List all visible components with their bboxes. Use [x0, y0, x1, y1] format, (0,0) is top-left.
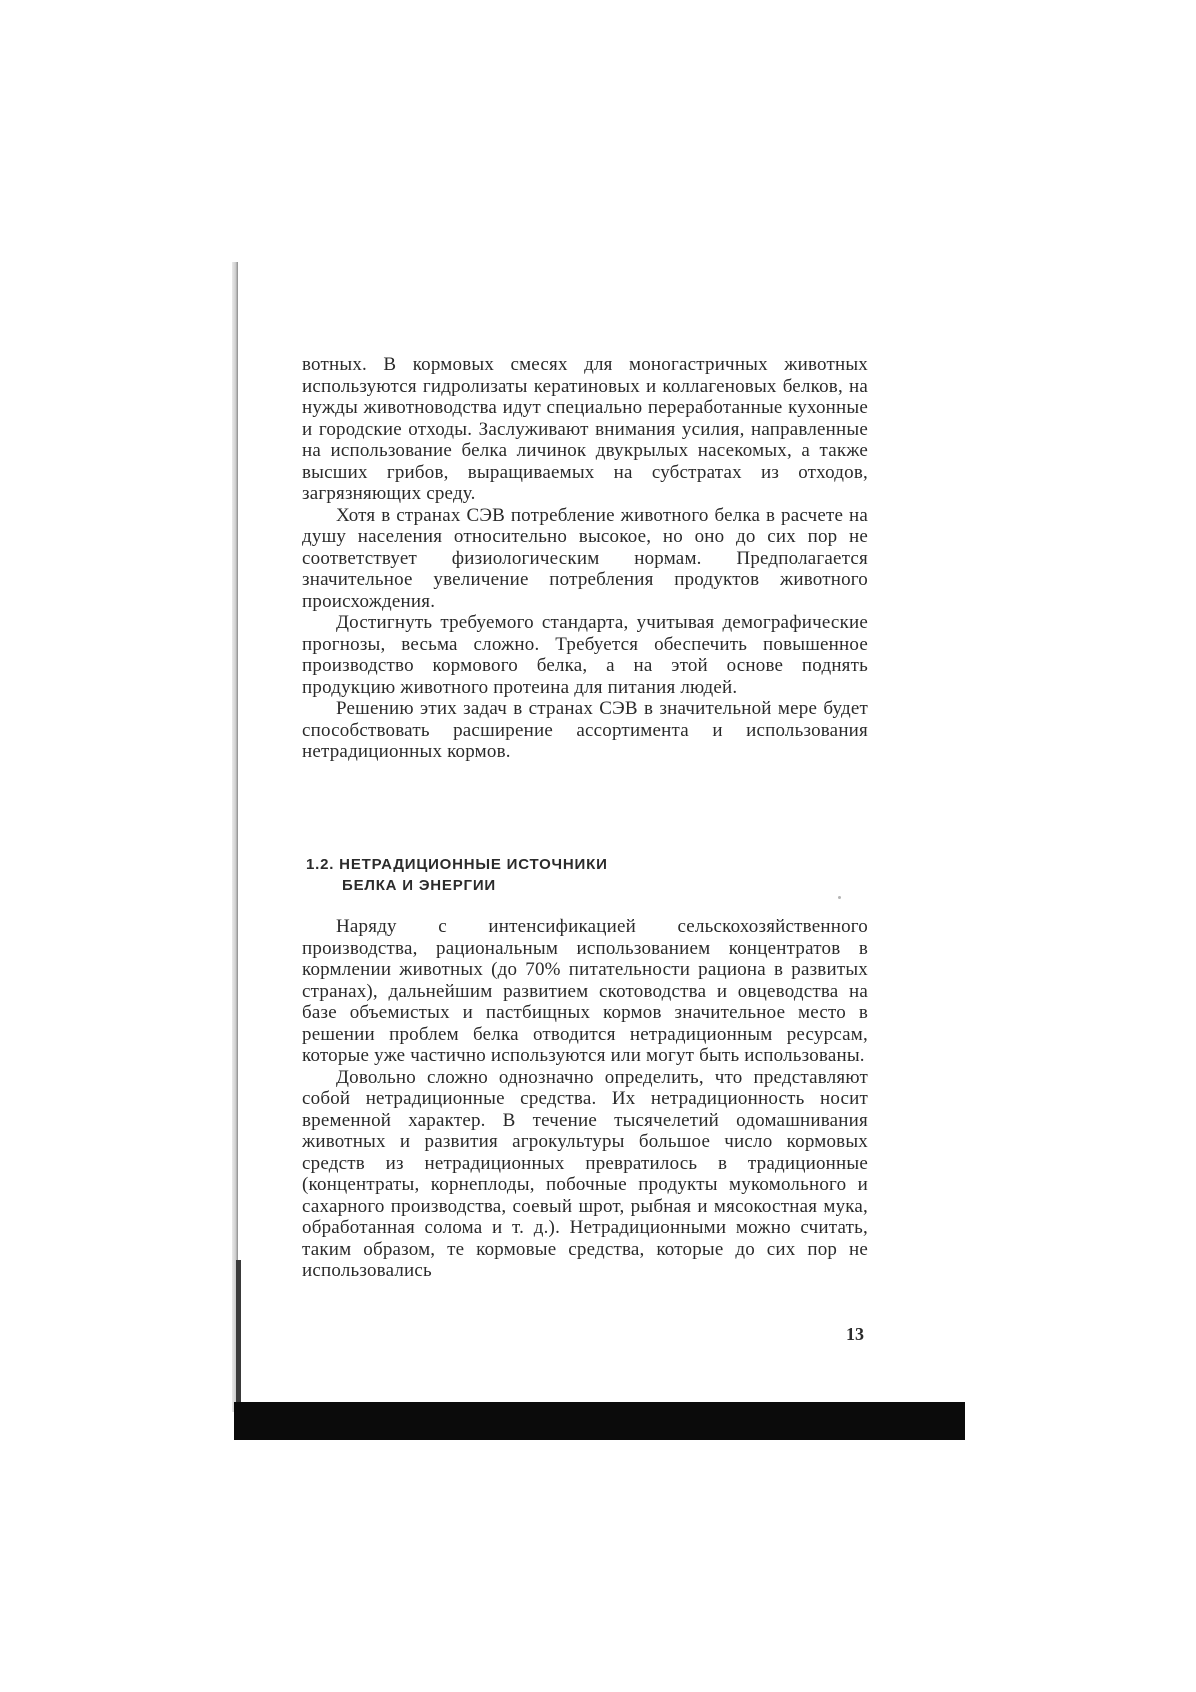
paragraph-1: вотных. В кормовых смесях для моногастричных животных используются гидролизаты кератиновых и коллагеновых белков, на нужды животноводства идут специально переработанные кухонные и городские отходы. Заслуживают внимания усилия, направленные на использование белка личинок двукрылых насекомых, а также высших грибов, выращиваемых на субстратах из отходов, загрязняющих среду.	[302, 354, 868, 504]
page-number: 13	[846, 1324, 864, 1344]
section-heading-line-2: БЕЛКА И ЭНЕРГИИ	[342, 877, 496, 894]
paragraph-2: Хотя в странах СЭВ потребление животного белка в расчете на душу населения относительно высокое, но оно до сих пор не соответствует физиологическим нормам. Предполагается значительное увеличение потребления продуктов животного происхождения.	[302, 504, 868, 612]
section-heading-line-1: 1.2. НЕТРАДИЦИОННЫЕ ИСТОЧНИКИ	[306, 856, 608, 873]
page-left-edge-dark	[236, 1260, 241, 1420]
scan-bottom-black-bar	[234, 1402, 965, 1440]
paragraph-6: Довольно сложно однозначно определить, что представляют собой нетрадиционные средства. Их нетрадиционность носит временной характер. В течение тысячелетий одомашнивания животных и развития агрокультуры большое число кормовых средств из нетрадиционных превратилось в традиционные (концентраты, корнеплоды, побочные продукты мукомольного и сахарного производства, соевый шрот, рыбная и мясокостная мука, обработанная солома и т. д.). Нетрадиционными можно считать, таким образом, те кормовые средства, которые до сих пор не использовались	[302, 1066, 868, 1281]
page-left-edge-shadow	[232, 262, 238, 1412]
scan-speck	[838, 896, 841, 899]
body-text-top	[302, 354, 868, 763]
paragraph-5: Наряду с интенсификацией сельскохозяйственного производства, рациональным использованием концентратов в кормлении животных (до 70% питательности рациона в развитых странах), дальнейшим развитием скотоводства и овцеводства на базе объемистых и пастбищных кормов значительное место в решении проблем белка отводится нетрадиционным ресурсам, которые уже частично используются или могут быть использованы.	[302, 916, 868, 1066]
paragraph-4: Решению этих задач в странах СЭВ в значительной мере будет способствовать расширение ассортимента и использования нетрадиционных кормов.	[302, 698, 868, 762]
body-text-bottom	[302, 916, 868, 1282]
section-heading	[306, 854, 608, 896]
paragraph-3: Достигнуть требуемого стандарта, учитывая демографические прогнозы, весьма сложно. Требуется обеспечить повышенное производство кормового белка, а на этой основе поднять продукцию животного протеина для питания людей.	[302, 612, 868, 698]
